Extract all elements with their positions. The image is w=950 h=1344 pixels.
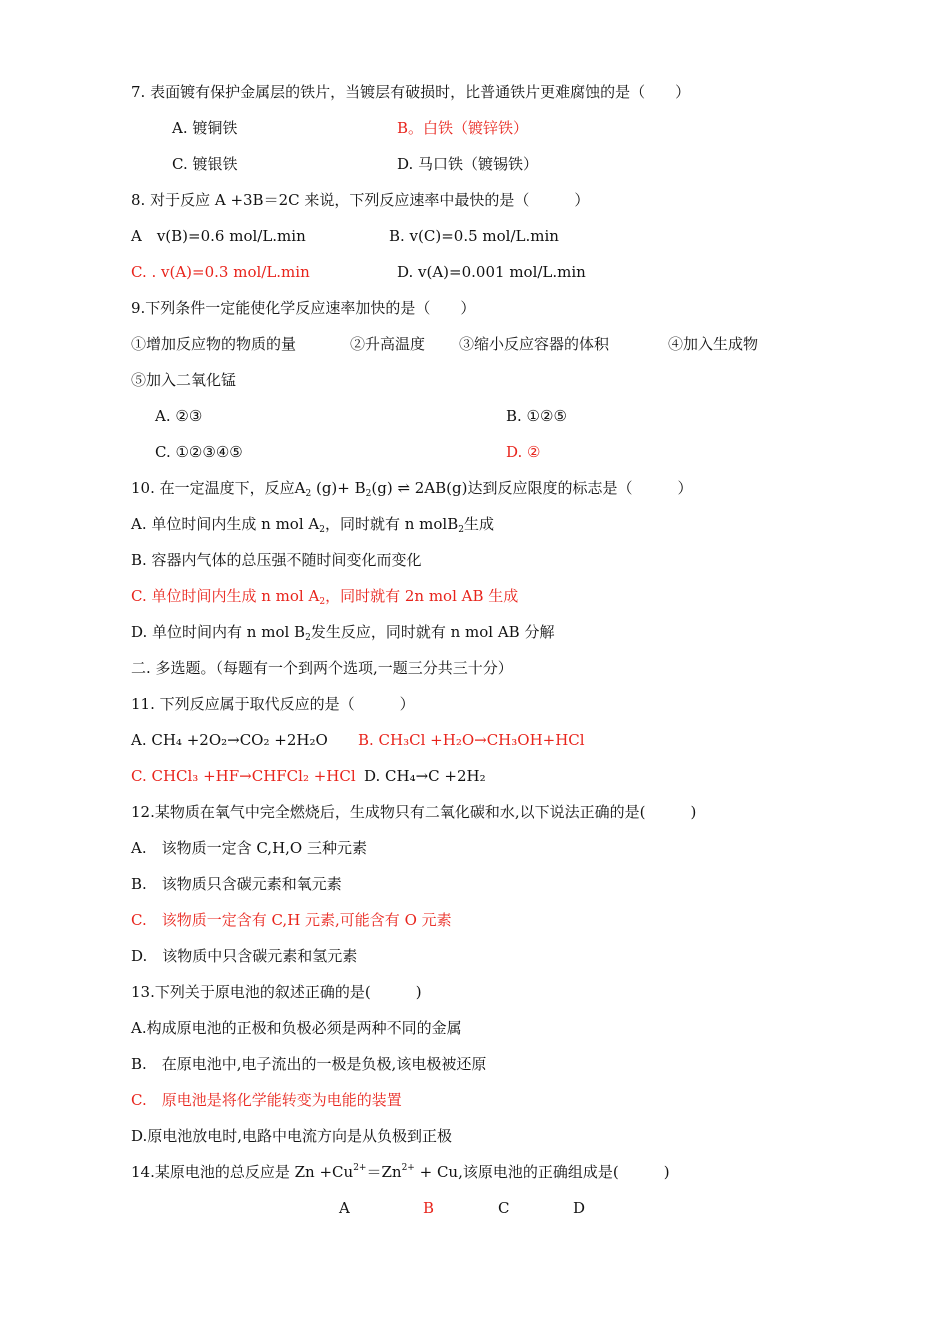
q13-option-d: D.原电池放电时,电路中电流方向是从负极到正极 <box>131 1127 453 1145</box>
q10-d-sub: 2 <box>305 633 311 643</box>
q7-stem: 7. 表面镀有保护金属层的铁片，当镀层有破损时，比普通铁片更难腐蚀的是（ ） <box>131 83 691 101</box>
q10-option-c <box>131 586 518 606</box>
q10-stem-part1: 10. 在一定温度下，反应A <box>131 479 306 497</box>
q9-option-b: B. ①②⑤ <box>506 407 567 425</box>
q7-option-b: B。白铁（镀锌铁） <box>397 119 529 137</box>
q13-option-a: A.构成原电池的正极和负极必须是两种不同的金属 <box>131 1019 462 1037</box>
q14-col-a: A <box>339 1199 350 1217</box>
q11-option-a: A. CH₄ +2O₂→CO₂ +2H₂O <box>131 731 328 749</box>
q10-a-sub-a: 2 <box>319 525 325 535</box>
q11-option-c: C. CHCl₃ +HF→CHFCl₂ +HCl <box>131 767 356 785</box>
q12-option-c: C. 该物质一定含有 C,H 元素,可能含有 O 元素 <box>131 911 452 929</box>
q12-option-d: D. 该物质中只含碳元素和氢元素 <box>131 947 358 965</box>
q8-option-d: D. v(A)=0.001 mol/L.min <box>397 263 586 281</box>
q10-stem-part2: (g)+ B <box>311 479 366 497</box>
q13-stem: 13.下列关于原电池的叙述正确的是( ) <box>131 983 422 1001</box>
q9-stem: 9.下列条件一定能使化学反应速率加快的是（ ） <box>131 299 476 317</box>
q13-option-b: B. 在原电池中,电子流出的一极是负极,该电极被还原 <box>131 1055 487 1073</box>
q8-option-c: C. . v(A)=0.3 mol/L.min <box>131 263 310 281</box>
q8-stem: 8. 对于反应 A +3B＝2C 来说，下列反应速率中最快的是（ ） <box>131 191 590 209</box>
q9-option-c: C. ①②③④⑤ <box>155 443 243 461</box>
q9-condition-5: ⑤加入二氧化锰 <box>131 371 237 389</box>
q10-option-d <box>131 622 554 642</box>
q10-a-part1: A. 单位时间内生成 n mol A <box>131 515 320 533</box>
q13-option-c: C. 原电池是将化学能转变为电能的装置 <box>131 1091 402 1109</box>
q9-option-d: D. ② <box>506 443 541 461</box>
q10-stem <box>131 478 693 498</box>
q10-option-b: B. 容器内气体的总压强不随时间变化而变化 <box>131 551 422 569</box>
q14-stem-part1: 14.某原电池的总反应是 Zn +Cu <box>131 1163 354 1181</box>
q12-option-a: A. 该物质一定含 C,H,O 三种元素 <box>131 839 367 857</box>
q8-option-a: A v(B)=0.6 mol/L.min <box>131 227 306 245</box>
q14-stem-part2: ＝Zn <box>366 1163 402 1181</box>
q10-d-part1: D. 单位时间内有 n mol B <box>131 623 306 641</box>
q10-a-part2: ，同时就有 n molB <box>324 515 459 533</box>
q7-option-d: D. 马口铁（镀锡铁） <box>397 155 539 173</box>
q9-condition-1: ①增加反应物的物质的量 <box>131 335 297 353</box>
section-heading: 二. 多选题。（每题有一个到两个选项,一题三分共三十分） <box>131 659 513 677</box>
q14-col-b: B <box>423 1199 435 1217</box>
q10-stem-sub-a: 2 <box>305 489 312 499</box>
q10-a-sub-b: 2 <box>458 525 464 535</box>
q10-c-sub: 2 <box>319 597 326 607</box>
q14-col-c: C <box>498 1199 510 1217</box>
q14-col-d: D <box>573 1199 586 1217</box>
q11-option-b: B. CH₃Cl +H₂O→CH₃OH+HCl <box>358 731 585 749</box>
q14-stem-part3: + Cu,该原电池的正确组成是( ) <box>414 1163 670 1181</box>
q7-option-a: A. 镀铜铁 <box>172 119 238 137</box>
q14-sup-cu: 2+ <box>353 1163 367 1173</box>
q14-sup-zn: 2+ <box>401 1163 415 1173</box>
q10-a-part3: 生成 <box>463 515 494 533</box>
q10-c-part1: C. 单位时间内生成 n mol A <box>131 587 320 605</box>
q9-option-a: A. ②③ <box>155 407 203 425</box>
q9-condition-3: ③缩小反应容器的体积 <box>459 335 610 353</box>
q11-stem: 11. 下列反应属于取代反应的是（ ） <box>131 695 415 713</box>
q7-option-c: C. 镀银铁 <box>172 155 238 173</box>
q10-c-part2: ，同时就有 2n mol AB 生成 <box>325 587 519 605</box>
q10-d-part2: 发生反应，同时就有 n mol AB 分解 <box>310 623 555 641</box>
q10-option-a <box>131 514 494 534</box>
q12-stem: 12.某物质在氧气中完全燃烧后，生成物只有二氧化碳和水,以下说法正确的是( ) <box>131 803 697 821</box>
q9-condition-4: ④加入生成物 <box>668 335 759 353</box>
q10-stem-sub-b: 2 <box>365 489 372 499</box>
q10-stem-part3: (g) ⇌ 2AB(g)达到反应限度的标志是（ ） <box>371 479 693 497</box>
q9-condition-2: ②升高温度 <box>350 335 426 353</box>
q12-option-b: B. 该物质只含碳元素和氧元素 <box>131 875 342 893</box>
q11-option-d: D. CH₄→C +2H₂ <box>364 767 486 785</box>
q8-option-b: B. v(C)=0.5 mol/L.min <box>389 227 559 245</box>
q14-stem <box>131 1162 670 1182</box>
